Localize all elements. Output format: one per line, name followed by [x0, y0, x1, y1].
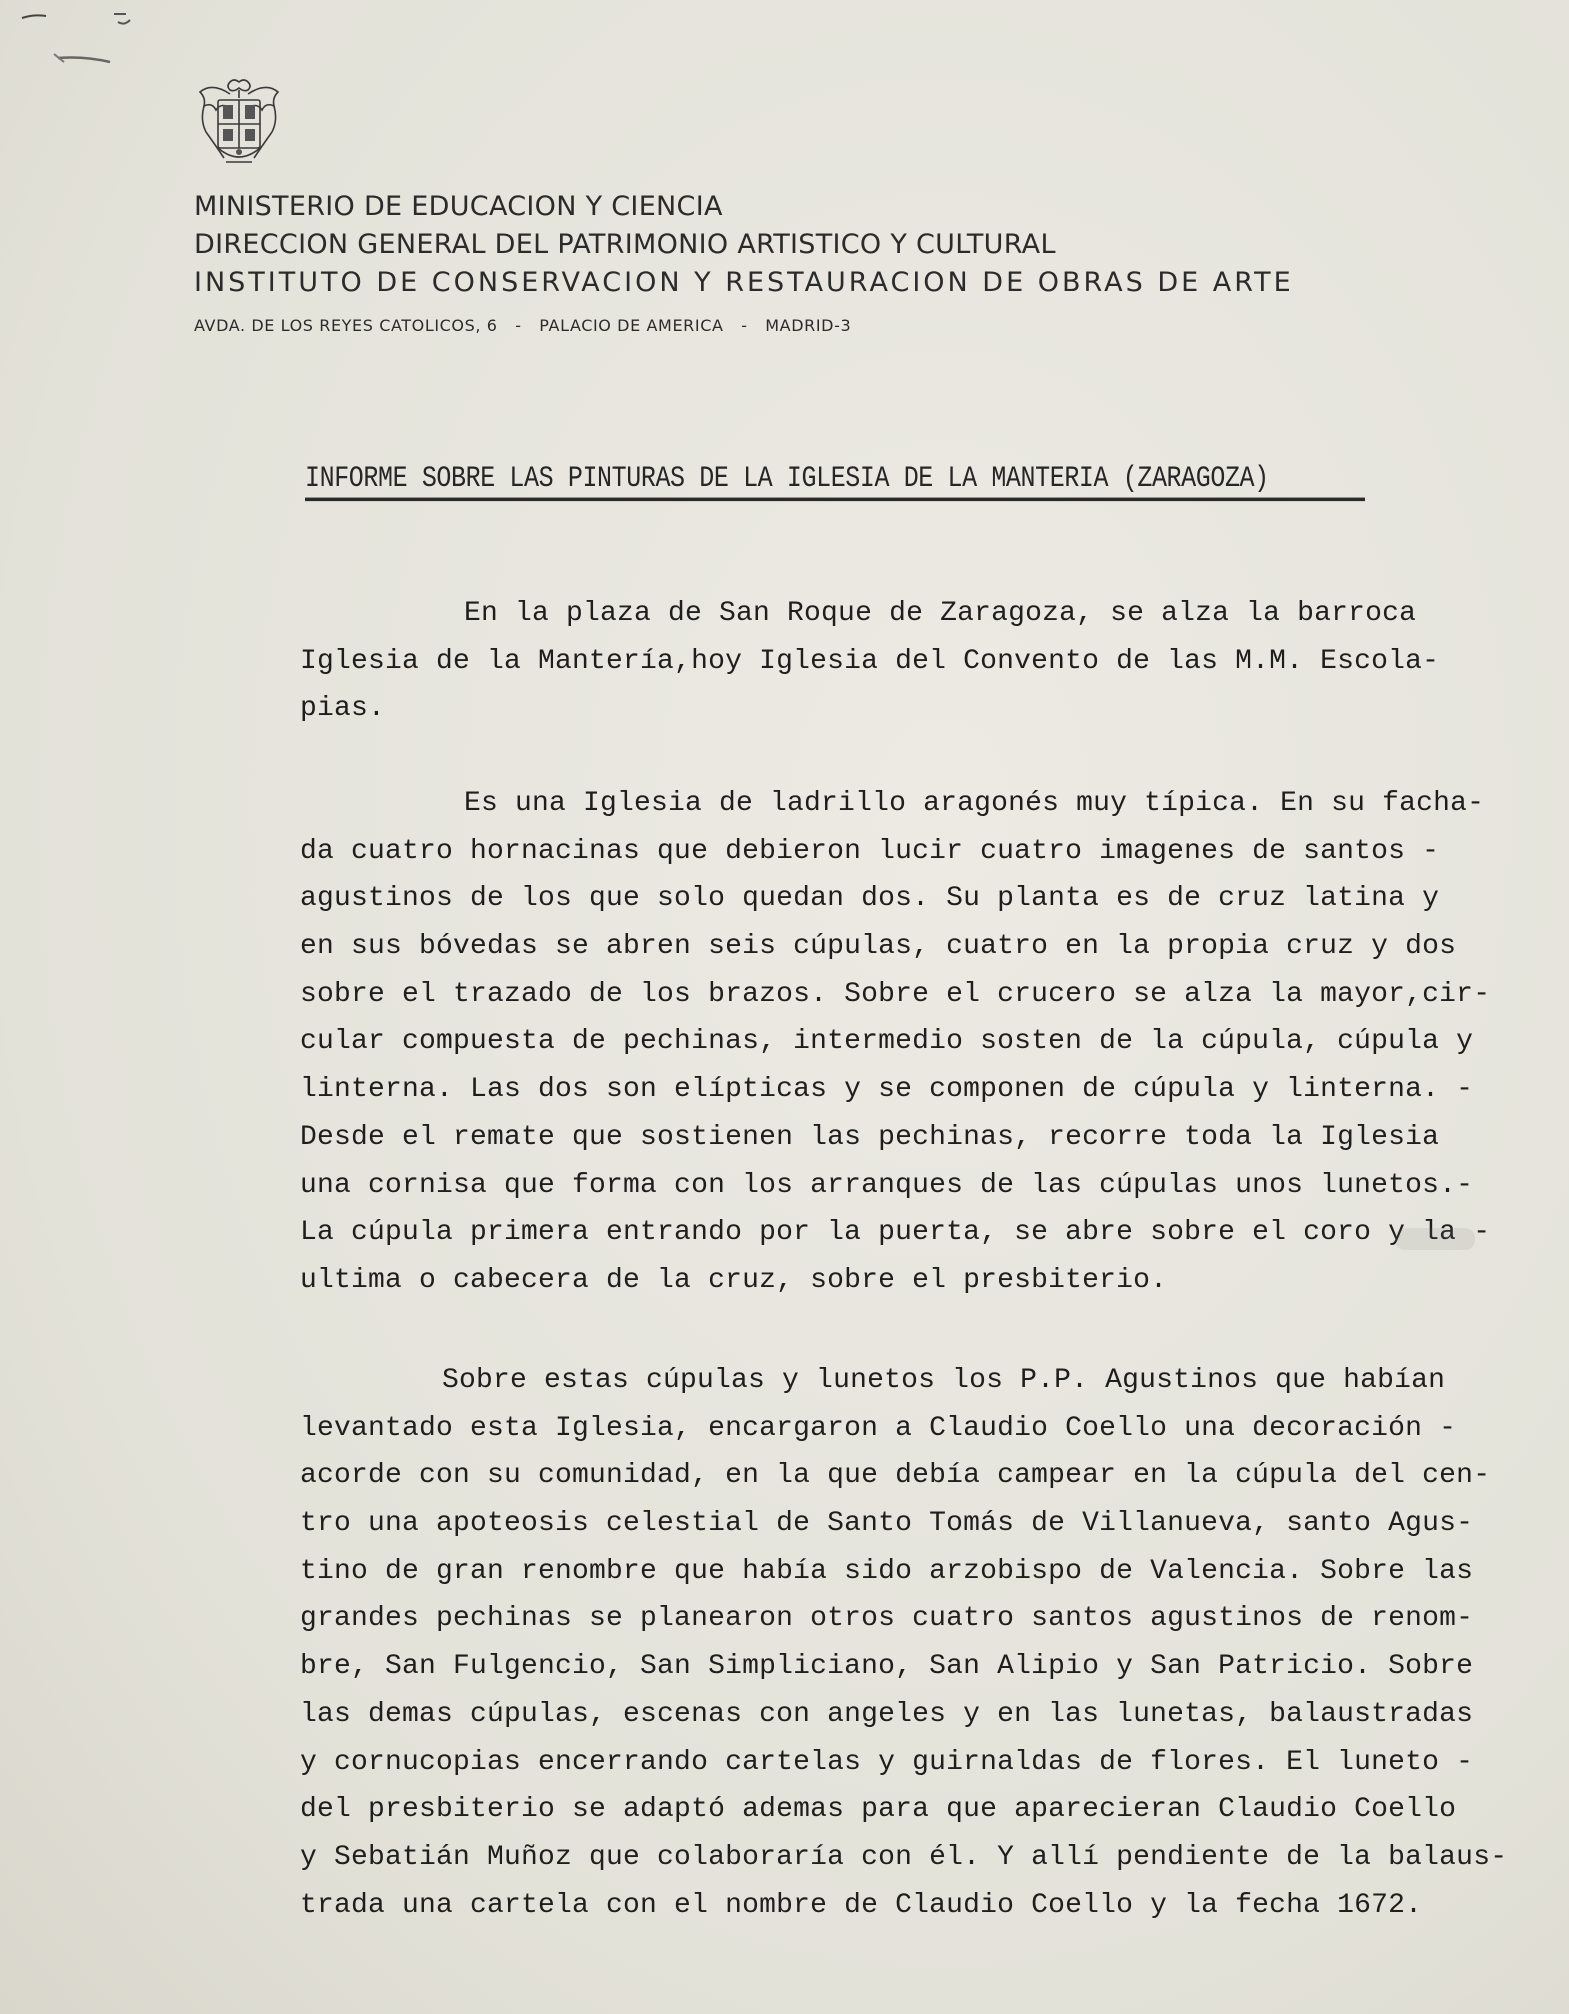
paragraph-line: Desde el remate que sostienen las pechinas, recorre toda la Iglesia [300, 1121, 1440, 1153]
paragraph-line: En la plaza de San Roque de Zaragoza, se alza la barroca [464, 598, 1417, 629]
paragraph-2 [300, 780, 1491, 1305]
address-line [194, 316, 1444, 335]
paragraph-3 [300, 1357, 1508, 1929]
paragraph-line: sobre el trazado de los brazos. Sobre el crucero se alza la mayor,cir- [300, 978, 1491, 1010]
ink-marks-icon [14, 6, 144, 66]
paragraph-line: acorde con su comunidad, en la que debía campear en la cúpula del cen- [300, 1460, 1491, 1492]
ink-smudge [1395, 1228, 1475, 1250]
paragraph-line: da cuatro hornacinas que debieron lucir cuatro imagenes de santos - [300, 835, 1440, 867]
ministry-name: MINISTERIO DE EDUCACION Y CIENCIA [194, 191, 723, 222]
paragraph-line: levantado esta Iglesia, encargaron a Claudio Coello una decoración - [300, 1412, 1457, 1444]
paragraph-line: pias. [300, 693, 386, 725]
paragraph-line: una cornisa que forma con los arranques de las cúpulas unos lunetos.- [300, 1169, 1474, 1201]
address-building: PALACIO DE AMERICA [539, 316, 724, 335]
coat-of-arms-icon [196, 76, 282, 170]
document-title: INFORME SOBRE LAS PINTURAS DE LA IGLESIA DE LA MANTERIA (ZARAGOZA) [305, 461, 1365, 501]
paragraph-line: Es una Iglesia de ladrillo aragonés muy típica. En su facha- [464, 788, 1485, 819]
paragraph-line: Sobre estas cúpulas y lunetos los P.P. Agustinos que habían [442, 1365, 1446, 1396]
directorate-name: DIRECCION GENERAL DEL PATRIMONIO ARTISTICO Y CULTURAL [194, 229, 1056, 260]
paragraph-line: Iglesia de la Mantería,hoy Iglesia del Convento de las M.M. Escola- [300, 645, 1440, 677]
institute-name: INSTITUTO DE CONSERVACION Y RESTAURACION DE OBRAS DE ARTE [194, 267, 1294, 298]
paragraph-line: La cúpula primera entrando por la puerta, se abre sobre el coro y la - [300, 1217, 1491, 1249]
address-separator: - [741, 316, 748, 335]
paragraph-line: grandes pechinas se planearon otros cuatro santos agustinos de renom- [300, 1603, 1474, 1635]
paragraph-1 [300, 590, 1440, 733]
paragraph-line: las demas cúpulas, escenas con angeles y en las lunetas, balaustradas [300, 1698, 1474, 1730]
paragraph-line: trada una cartela con el nombre de Claudio Coello y la fecha 1672. [300, 1889, 1423, 1921]
paragraph-line: linterna. Las dos son elípticas y se componen de cúpula y linterna. - [300, 1074, 1474, 1106]
paragraph-line: tro una apoteosis celestial de Santo Tomás de Villanueva, santo Agus- [300, 1508, 1474, 1540]
address-separator: - [515, 316, 522, 335]
letterhead [194, 188, 1444, 335]
paragraph-line: agustinos de los que solo quedan dos. Su planta es de cruz latina y [300, 883, 1440, 915]
paragraph-line: bre, San Fulgencio, San Simpliciano, San Alipio y San Patricio. Sobre [300, 1651, 1474, 1683]
address-street: AVDA. DE LOS REYES CATOLICOS, 6 [194, 316, 498, 335]
paragraph-line: ultima o cabecera de la cruz, sobre el presbiterio. [300, 1264, 1168, 1296]
paragraph-line: tino de gran renombre que había sido arzobispo de Valencia. Sobre las [300, 1555, 1474, 1587]
paragraph-line: en sus bóvedas se abren seis cúpulas, cuatro en la propia cruz y dos [300, 931, 1457, 963]
paragraph-line: y Sebatián Muñoz que colaboraría con él. Y allí pendiente de la balaus- [300, 1841, 1508, 1873]
paragraph-line: del presbiterio se adaptó ademas para que aparecieran Claudio Coello [300, 1794, 1457, 1826]
paragraph-line: y cornucopias encerrando cartelas y guirnaldas de flores. El luneto - [300, 1746, 1474, 1778]
address-city: MADRID-3 [765, 316, 852, 335]
paragraph-line: cular compuesta de pechinas, intermedio sosten de la cúpula, cúpula y [300, 1026, 1474, 1058]
